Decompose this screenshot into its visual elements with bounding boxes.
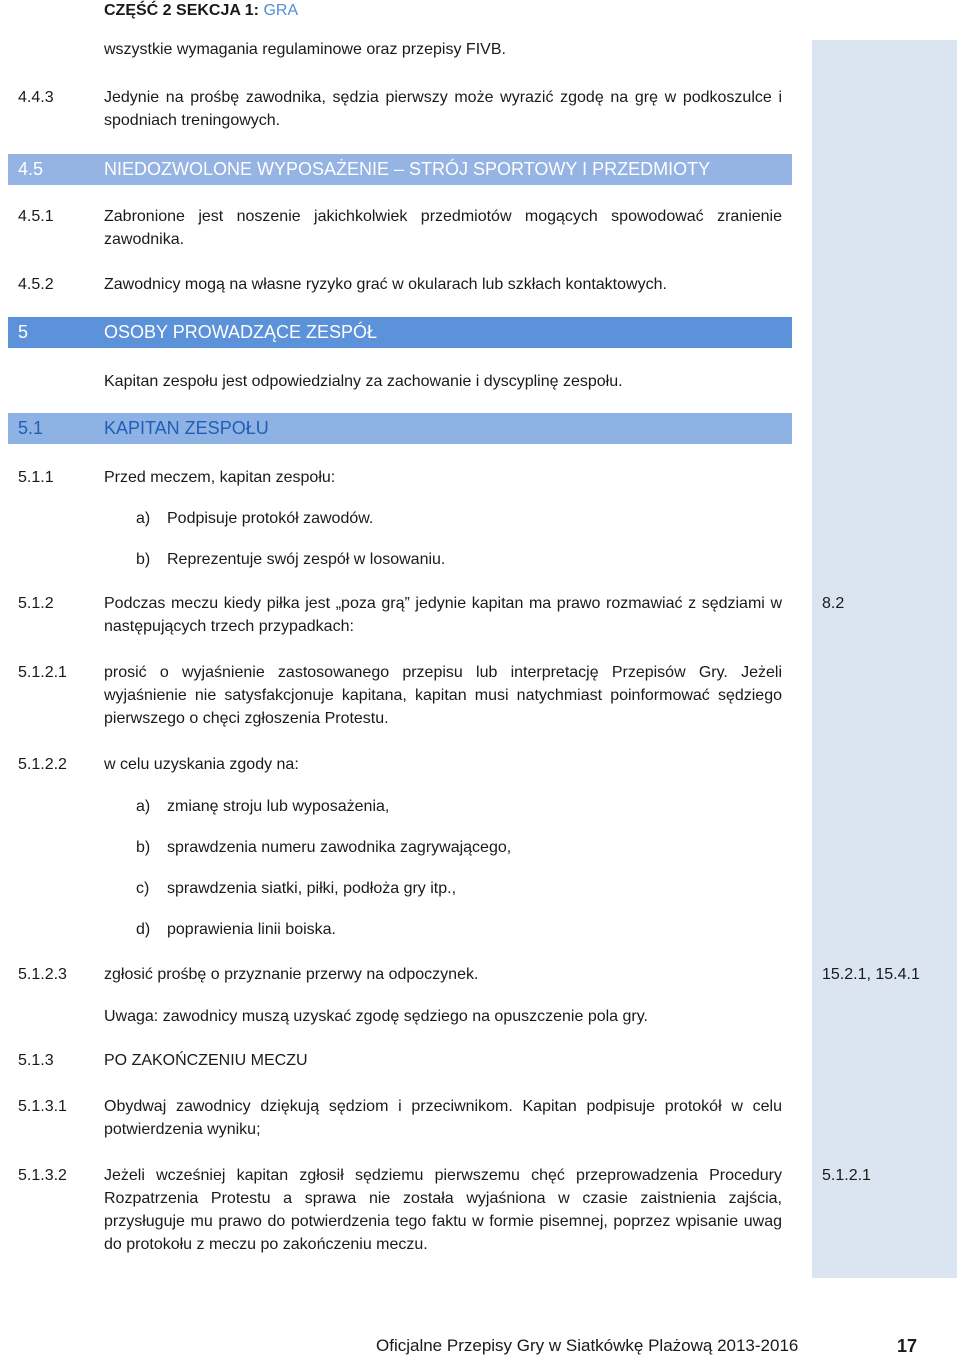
- rule-number-4-4-3: 4.4.3: [18, 89, 54, 106]
- list-marker: a): [136, 510, 151, 527]
- section-header: [104, 0, 298, 22]
- cross-reference: 8.2: [822, 595, 845, 612]
- list-item: [136, 918, 782, 941]
- rule-number-5-1-1: 5.1.1: [18, 469, 54, 486]
- rule-text-4-4-3: Jedynie na prośbę zawodnika, sędzia pierwszy może wyrazić zgodę na grę w podkoszulce i spodniach treningowych.: [104, 89, 782, 129]
- banner-5: [8, 317, 792, 348]
- list-marker: c): [136, 880, 150, 897]
- rule-number-5-1-2-2: 5.1.2.2: [18, 756, 67, 773]
- rule-number-4-5-1: 4.5.1: [18, 208, 54, 225]
- list-text: sprawdzenia numeru zawodnika zagrywającego,: [167, 839, 512, 856]
- list-text: Podpisuje protokół zawodów.: [167, 510, 374, 527]
- cross-reference: 15.2.1, 15.4.1: [822, 966, 920, 983]
- list-text: sprawdzenia siatki, piłki, podłoża gry itp.,: [167, 880, 457, 897]
- page-number: 17: [897, 1336, 918, 1356]
- rule-number-5-1-2: 5.1.2: [18, 595, 54, 612]
- rule-text-5-1-2: Podczas meczu kiedy piłka jest „poza grą” jedynie kapitan ma prawo rozmawiać z sędziami w następujących trzech przypadkach:: [104, 595, 782, 635]
- section-header-prefix: CZĘŚĆ 2 SEKCJA 1:: [104, 2, 264, 19]
- rule-text-5-1-3-1: Obydwaj zawodnicy dziękują sędziom i przeciwnikom. Kapitan podpisuje protokół w celu potwierdzenia wyniku;: [104, 1098, 782, 1138]
- banner-title: KAPITAN ZESPOŁU: [104, 418, 269, 438]
- banner-4-5: [8, 154, 792, 185]
- rule-number-5-1-3-2: 5.1.3.2: [18, 1167, 67, 1184]
- section-header-accent: GRA: [263, 2, 299, 19]
- footer-title: Oficjalne Przepisy Gry w Siatkówkę Plażową 2013-2016: [376, 1336, 799, 1355]
- rule-number-5-1-3: 5.1.3: [18, 1052, 54, 1069]
- rule-text-4-5-1: Zabronione jest noszenie jakichkolwiek przedmiotów mogących spowodować zranienie zawodnika.: [104, 208, 782, 248]
- rule-number-5-1-2-3: 5.1.2.3: [18, 966, 67, 983]
- rule-text-5-1-3: PO ZAKOŃCZENIU MECZU: [104, 1052, 308, 1069]
- list-item: [136, 548, 782, 571]
- list-marker: b): [136, 551, 151, 568]
- list-marker: d): [136, 921, 151, 938]
- banner-title: OSOBY PROWADZĄCE ZESPÓŁ: [104, 322, 378, 342]
- section-5-intro: Kapitan zespołu jest odpowiedzialny za zachowanie i dyscyplinę zespołu.: [104, 373, 623, 390]
- list-text: Reprezentuje swój zespół w losowaniu.: [167, 551, 446, 568]
- rule-number-4-5-2: 4.5.2: [18, 276, 54, 293]
- banner-number: 5: [18, 322, 29, 342]
- list-marker: a): [136, 798, 151, 815]
- list-item: [136, 836, 782, 859]
- banner-number: 4.5: [18, 159, 44, 179]
- rule-text-5-1-2-3: zgłosić prośbę o przyznanie przerwy na odpoczynek.: [104, 966, 479, 983]
- banner-number: 5.1: [18, 418, 44, 438]
- list-item: [136, 507, 782, 530]
- list-text: poprawienia linii boiska.: [167, 921, 336, 938]
- rule-text-5-1-3-2: Jeżeli wcześniej kapitan zgłosił sędziemu pierwszemu chęć przeprowadzenia Procedury Rozpatrzenia Protestu a sprawa nie została wyjaśniona w czasie zaistnienia zajścia, przysługuje mu prawo do potwierdzenia tego faktu w formie pisemnej, poprzez wpisanie uwag do protokołu z meczu po zakończeniu meczu.: [104, 1167, 782, 1253]
- list-item: [136, 877, 782, 900]
- continuation-text: wszystkie wymagania regulaminowe oraz przepisy FIVB.: [104, 41, 506, 58]
- banner-title: NIEDOZWOLONE WYPOSAŻENIE – STRÓJ SPORTOWY I PRZEDMIOTY: [104, 159, 711, 179]
- list-item: [136, 795, 782, 818]
- list-text: zmianę stroju lub wyposażenia,: [167, 798, 390, 815]
- cross-reference: 5.1.2.1: [822, 1167, 871, 1184]
- list-marker: b): [136, 839, 151, 856]
- note-text: Uwaga: zawodnicy muszą uzyskać zgodę sędziego na opuszczenie pola gry.: [104, 1008, 648, 1025]
- rule-number-5-1-2-1: 5.1.2.1: [18, 664, 67, 681]
- rule-number-5-1-3-1: 5.1.3.1: [18, 1098, 67, 1115]
- rule-text-4-5-2: Zawodnicy mogą na własne ryzyko grać w okularach lub szkłach kontaktowych.: [104, 276, 667, 293]
- rule-text-5-1-1: Przed meczem, kapitan zespołu:: [104, 469, 336, 486]
- banner-5-1: [8, 413, 792, 444]
- rule-text-5-1-2-2: w celu uzyskania zgody na:: [104, 756, 299, 773]
- rule-text-5-1-2-1: prosić o wyjaśnienie zastosowanego przepisu lub interpretację Przepisów Gry. Jeżeli wyjaśnienie nie satysfakcjonuje kapitana, kapitan musi natychmiast poinformować sędziego pierwszego o chęci zgłoszenia Protestu.: [104, 664, 782, 727]
- reference-column: [812, 40, 957, 1278]
